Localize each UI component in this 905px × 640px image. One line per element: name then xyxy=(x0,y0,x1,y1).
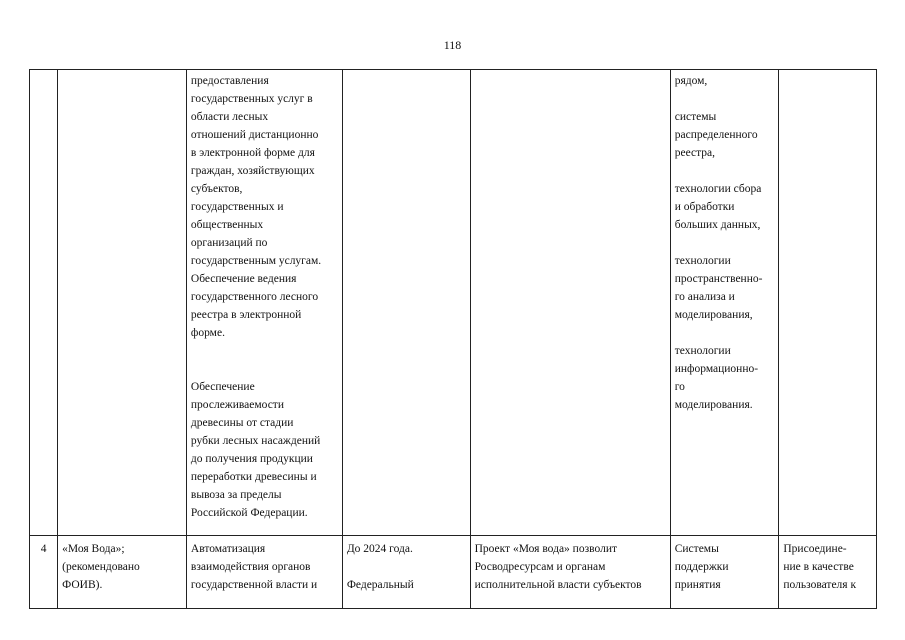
cell-name xyxy=(58,536,187,609)
table-row xyxy=(30,70,877,536)
cell-technologies-text: рядом, системы распределенного реестра, технологии сбора и обработки больших данных, технологии пространственно- го анализа и моделирования, технологии информационно- го моделирования. xyxy=(674,75,763,411)
cell-name-text: «Моя Вода»; (рекомендовано ФОИВ). xyxy=(62,543,140,591)
cell-name xyxy=(58,70,187,536)
cell-effect-text: Проект «Моя вода» позволит Росводресурсам и органам исполнительной власти субъектов xyxy=(474,543,642,591)
cell-num xyxy=(30,536,58,609)
cell-technologies xyxy=(670,536,779,609)
measures-table xyxy=(29,69,877,609)
page-number: 118 xyxy=(443,38,462,52)
cell-participation xyxy=(779,70,877,536)
cell-effect xyxy=(470,70,670,536)
cell-description-text: Автоматизация взаимодействия органов государственной власти и xyxy=(190,543,318,591)
table-row xyxy=(30,536,877,609)
cell-description-text: предоставления государственных услуг в области лесных отношений дистанционно в электронной форме для граждан, хозяйствующих субъектов, государственных и общественных организаций по государственным услугам. Обеспечение ведения государственного лесного реестра в электронной форме. Обеспечение прослеживаемости древесины от стадии рубки лесных насаждений до получения продукции переработки древесины и вывоза за пределы Российской Федерации. xyxy=(190,75,322,519)
cell-description xyxy=(186,70,342,536)
cell-description xyxy=(186,536,342,609)
cell-timeline-text: До 2024 года. Федеральный xyxy=(346,543,414,591)
cell-technologies-text: Системы поддержки принятия xyxy=(674,543,729,591)
cell-num xyxy=(30,70,58,536)
cell-participation xyxy=(779,536,877,609)
cell-num-text: 4 xyxy=(40,543,47,555)
cell-timeline xyxy=(342,536,470,609)
cell-technologies xyxy=(670,70,779,536)
cell-timeline xyxy=(342,70,470,536)
cell-effect xyxy=(470,536,670,609)
cell-participation-text: Присоедине- ние в качестве пользователя к xyxy=(783,543,857,591)
